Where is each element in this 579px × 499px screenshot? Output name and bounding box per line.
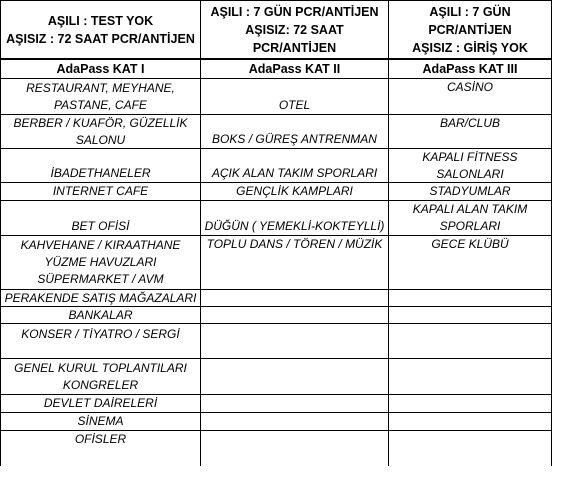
kat2-text: BOKS / GÜREŞ ANTRENMAN (212, 132, 377, 146)
kat1-item (1, 359, 200, 394)
kat3-text: BAR/CLUB (439, 116, 501, 130)
header-cell-2 (201, 1, 388, 58)
kat2-text: GENÇLİK KAMPLARI (236, 184, 353, 198)
kat1-text: PERAKENDE SATIŞ MAĞAZALARI (4, 290, 197, 305)
kat1-item (1, 324, 200, 344)
category-label: AdaPass KAT II (248, 61, 341, 76)
kat3-item (389, 201, 551, 235)
kat3-item (389, 79, 551, 114)
header-cell-1 (1, 1, 200, 58)
kat3-item (389, 149, 551, 182)
kat2-item (201, 183, 388, 200)
kat1-text: GENEL KURUL TOPLANTILARI KONGRELER (14, 361, 187, 392)
kat1-item (1, 307, 200, 323)
kat1-text: INTERNET CAFE (52, 184, 149, 198)
kat2-text: TOPLU DANS / TÖREN / MÜZİK (206, 237, 383, 251)
kat2-text: AÇIK ALAN TAKIM SPORLARI (211, 166, 378, 180)
kat2-item (201, 115, 388, 148)
kat1-item (1, 395, 200, 412)
kat2-item (201, 201, 388, 235)
kat1-text: SİNEMA (77, 414, 124, 428)
kat2-item (201, 236, 388, 289)
kat3-text: STADYUMLAR (429, 184, 511, 198)
kat1-text: KAHVEHANE / KIRAATHANE YÜZME HAVUZLARI SÜPERMARKET / AVM (20, 238, 181, 286)
category-label: AdaPass KAT III (422, 61, 518, 76)
kat3-item (389, 183, 551, 200)
category-label: AdaPass KAT I (56, 61, 145, 76)
kat1-text: RESTAURANT, MEYHANE, PASTANE, CAFE (26, 80, 175, 112)
header-text: AŞILI : 7 GÜN PCR/ANTİJEN AŞISIZ : GİRİŞ YOK (412, 4, 528, 55)
kat1-text: KONSER / TİYATRO / SERGİ (21, 326, 180, 341)
kat1-item (1, 431, 200, 448)
kat2-text: OTEL (278, 98, 311, 112)
grid-line (551, 0, 552, 466)
kat1-item (1, 290, 200, 306)
kat3-text: GECE KLÜBÜ (431, 237, 509, 251)
kat2-text: DÜĞÜN ( YEMEKLİ-KOKTEYLLİ) (204, 219, 385, 233)
kat3-item (389, 115, 551, 148)
kat1-item (1, 413, 200, 430)
category-kat-3 (389, 60, 551, 78)
header-text: AŞILI : 7 GÜN PCR/ANTİJEN AŞISIZ: 72 SAAT PCR/ANTİJEN (210, 4, 379, 55)
kat3-item (389, 236, 551, 289)
kat1-text: BERBER / KUAFÖR, GÜZELLİK SALONU (13, 115, 188, 147)
category-kat-2 (201, 60, 388, 78)
header-text: AŞILI : TEST YOK AŞISIZ : 72 SAAT PCR/ANTİJEN (6, 13, 195, 46)
kat1-item (1, 149, 200, 182)
kat3-text: KAPALI FİTNESS SALONLARI (422, 149, 518, 181)
kat1-text: DEVLET DAİRELERİ (43, 396, 158, 410)
kat1-text: BET OFİSİ (71, 219, 130, 233)
kat1-item (1, 115, 200, 148)
kat3-text: KAPALI ALAN TAKIM SPORLARI (412, 202, 528, 233)
kat1-text: İBADETHANELER (50, 166, 151, 180)
kat1-item (1, 183, 200, 200)
kat1-item (1, 201, 200, 235)
kat1-item (1, 236, 200, 289)
header-cell-3 (389, 1, 551, 58)
kat1-text: BANKALAR (68, 307, 133, 322)
kat1-text: OFİSLER (74, 432, 127, 446)
kat2-item (201, 149, 388, 182)
kat3-text: CASİNO (446, 80, 493, 94)
kat1-item (1, 79, 200, 114)
category-kat-1 (1, 60, 200, 78)
kat2-item (201, 79, 388, 114)
